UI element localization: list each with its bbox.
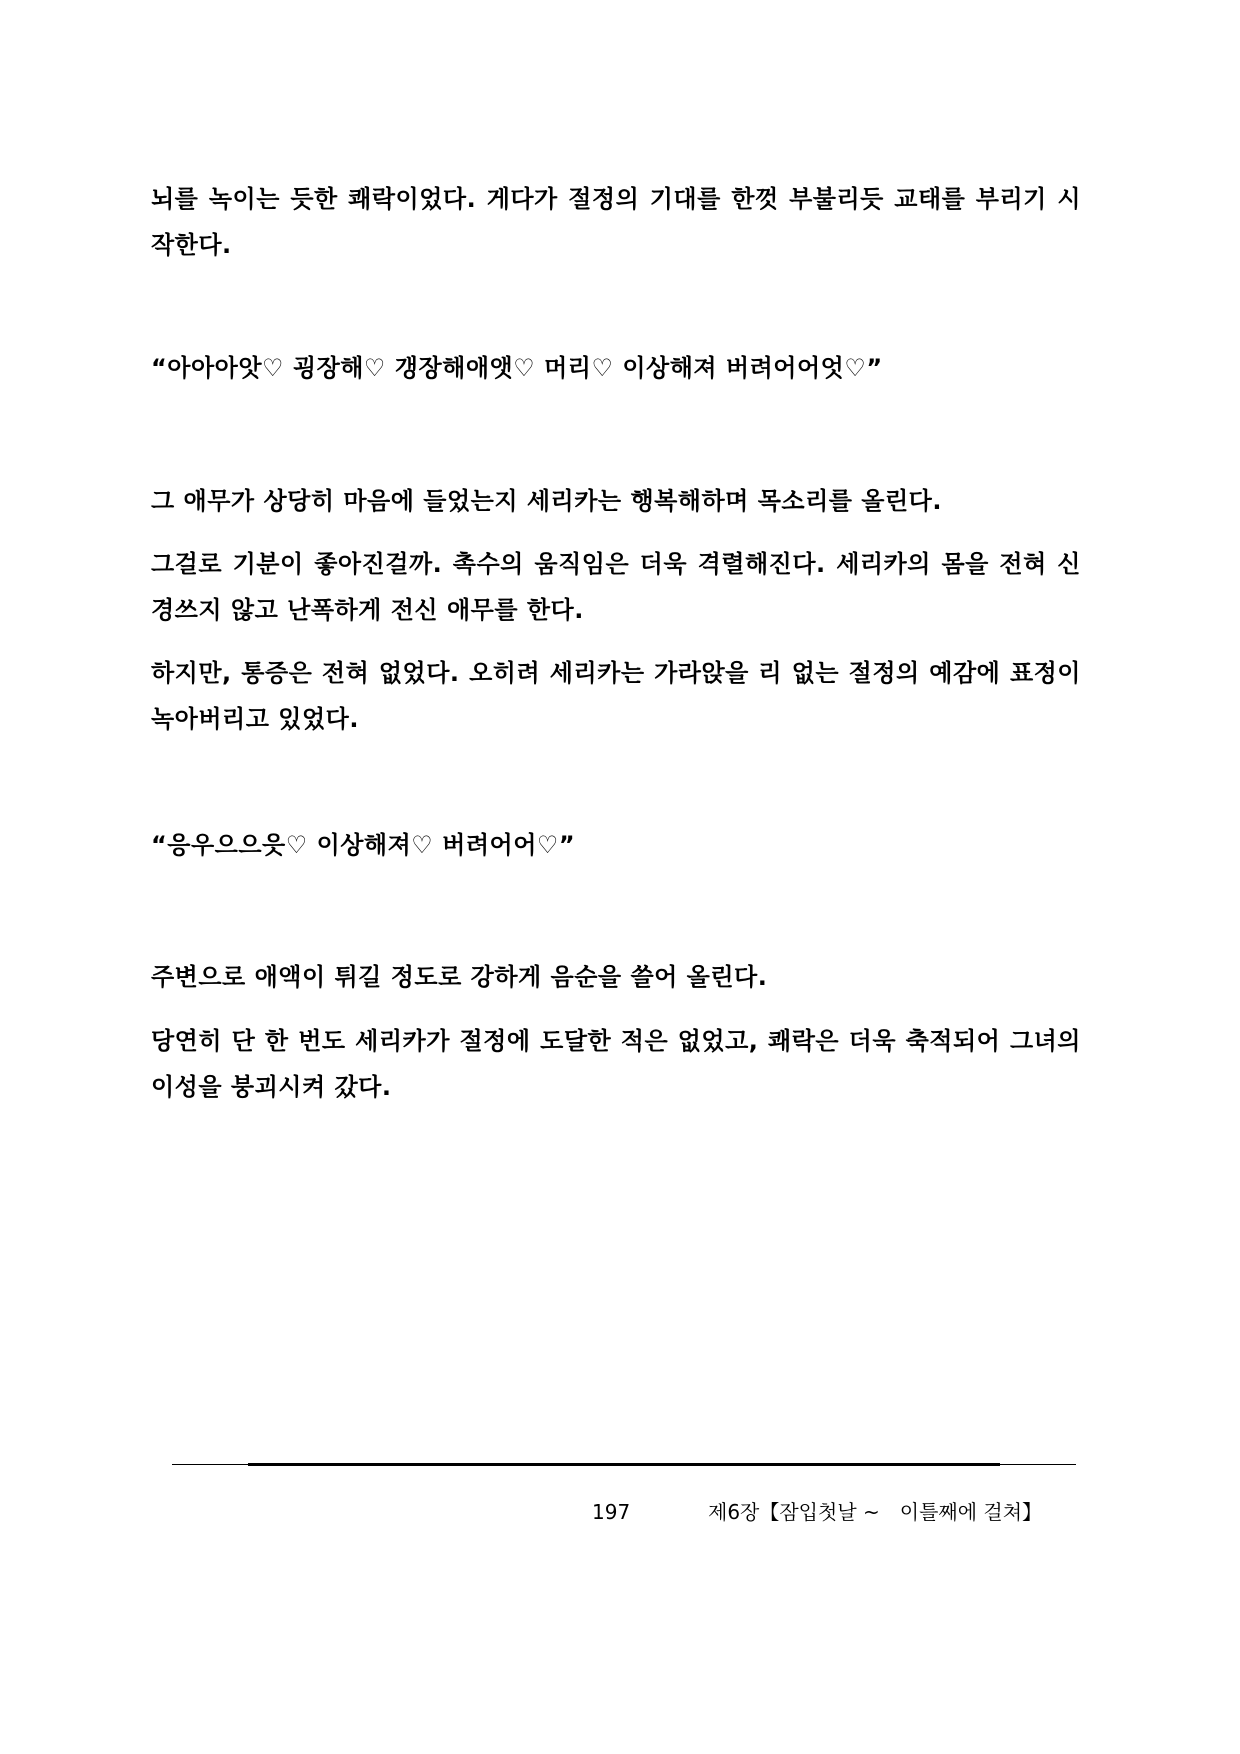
paragraph-5: 주변으로 애액이 튀길 정도로 강하게 음순을 쓸어 올린다. — [151, 963, 768, 991]
dialogue-2: “응우으으읏♡ 이상해져♡ 버려어어♡” — [151, 831, 576, 859]
paragraph-4: 하지만, 통증은 전혀 없었다. 오히려 세리카는 가라앉을 리 없는 절정의 예감에 표정이 녹아버리고 있었다. — [151, 659, 1081, 733]
paragraph-3: 그걸로 기분이 좋아진걸까. 촉수의 움직임은 더욱 격렬해진다. 세리카의 몸을 전혀 신경쓰지 않고 난폭하게 전신 애무를 한다. — [151, 550, 1081, 624]
page-number: 197 — [592, 1500, 631, 1524]
paragraph-6: 당연히 단 한 번도 세리카가 절정에 도달한 적은 없었고, 쾌락은 더욱 축적되어 그녀의 이성을 붕괴시켜 갔다. — [151, 1027, 1081, 1101]
paragraph-2: 그 애무가 상당히 마음에 들었는지 세리카는 행복해하며 목소리를 올린다. — [151, 487, 942, 515]
chapter-title: 제6장【잠입첫날 ~ 이틀째에 걸쳐】 — [708, 1500, 1043, 1524]
dialogue-1: “아아아앗♡ 굉장해♡ 갱장해애앳♡ 머리♡ 이상해져 버려어어엇♡” — [151, 354, 883, 382]
footer-rule-thick — [248, 1463, 1000, 1466]
paragraph-1: 뇌를 녹이는 듯한 쾌락이었다. 게다가 절정의 기대를 한껏 부불리듯 교태를 부리기 시작한다. — [151, 185, 1081, 259]
